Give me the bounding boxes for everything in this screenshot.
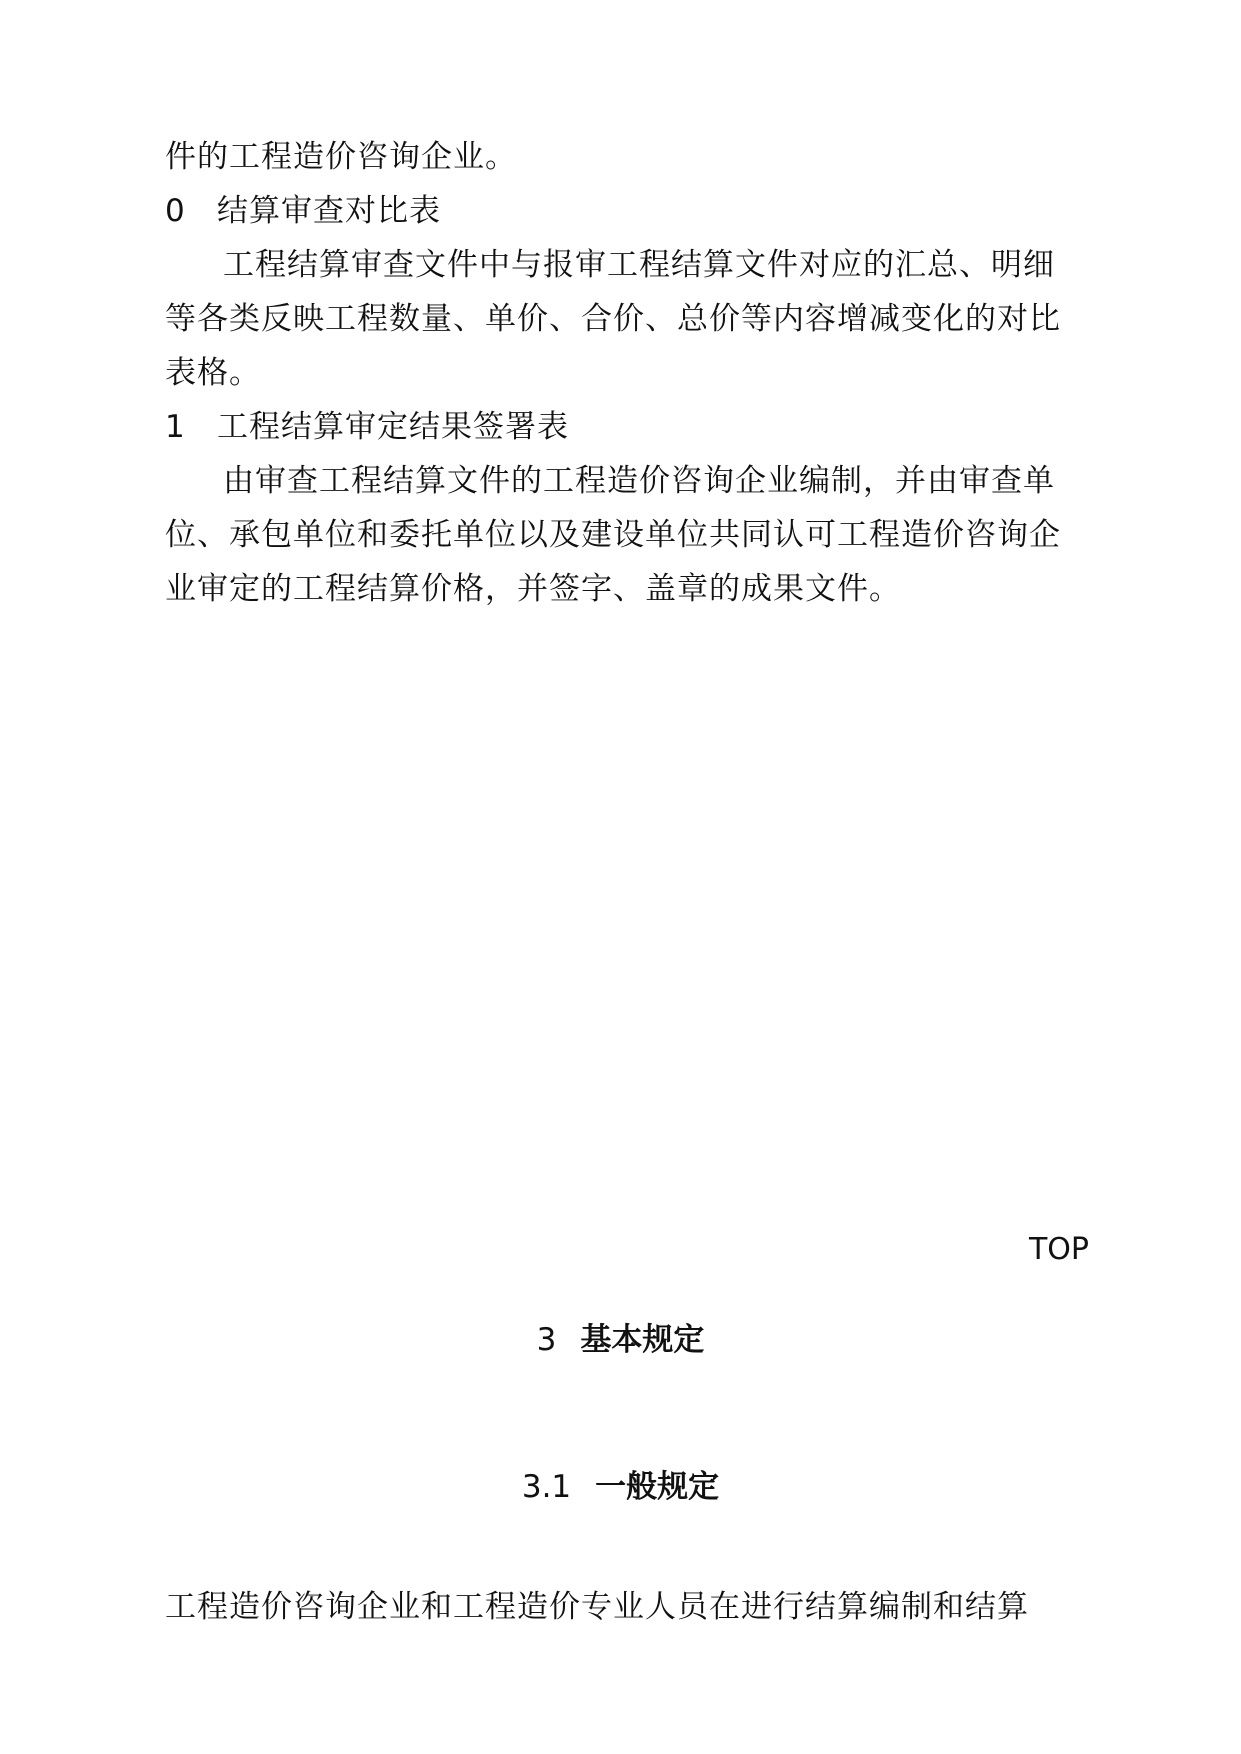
chapter-title: 基本规定 [580,1322,705,1358]
section-number: 3.1 [521,1469,572,1505]
definitions-block [165,130,1090,616]
continuation-line: 件的工程造价咨询企业。 [165,139,517,175]
term-11-title: 工程结算审定结果签署表 [217,409,569,445]
section-body [165,1580,1090,1634]
section-body-line-1: 工程造价咨询企业和工程造价专业人员在进行结算编制和结算 [165,1589,1029,1625]
section-title: 一般规定 [595,1469,720,1505]
term-10-line-2: 等各类反映工程数量、单价、合价、总价等内容增减变化的对比 [165,301,1061,337]
term-10-number: 0 [165,193,186,229]
term-10-line-1: 工程结算审查文件中与报审工程结算文件对应的汇总、明细 [223,247,1055,283]
term-11-line-3: 业审定的工程结算价格，并签字、盖章的成果文件。 [165,571,901,607]
top-link[interactable]: TOP [1028,1232,1089,1267]
term-11-line-1: 由审查工程结算文件的工程造价咨询企业编制，并由审查单 [223,463,1055,499]
term-10-line-3: 表格。 [165,355,261,391]
term-11-line-2: 位、承包单位和委托单位以及建设单位共同认可工程造价咨询企 [165,517,1061,553]
term-11-heading [165,400,1090,454]
section-heading [0,1465,1241,1509]
term-10-title: 结算审查对比表 [217,193,441,229]
chapter-number: 3 [536,1322,557,1358]
term-10-heading [165,184,1090,238]
chapter-heading [0,1318,1241,1362]
term-11-number: 1 [165,409,186,445]
